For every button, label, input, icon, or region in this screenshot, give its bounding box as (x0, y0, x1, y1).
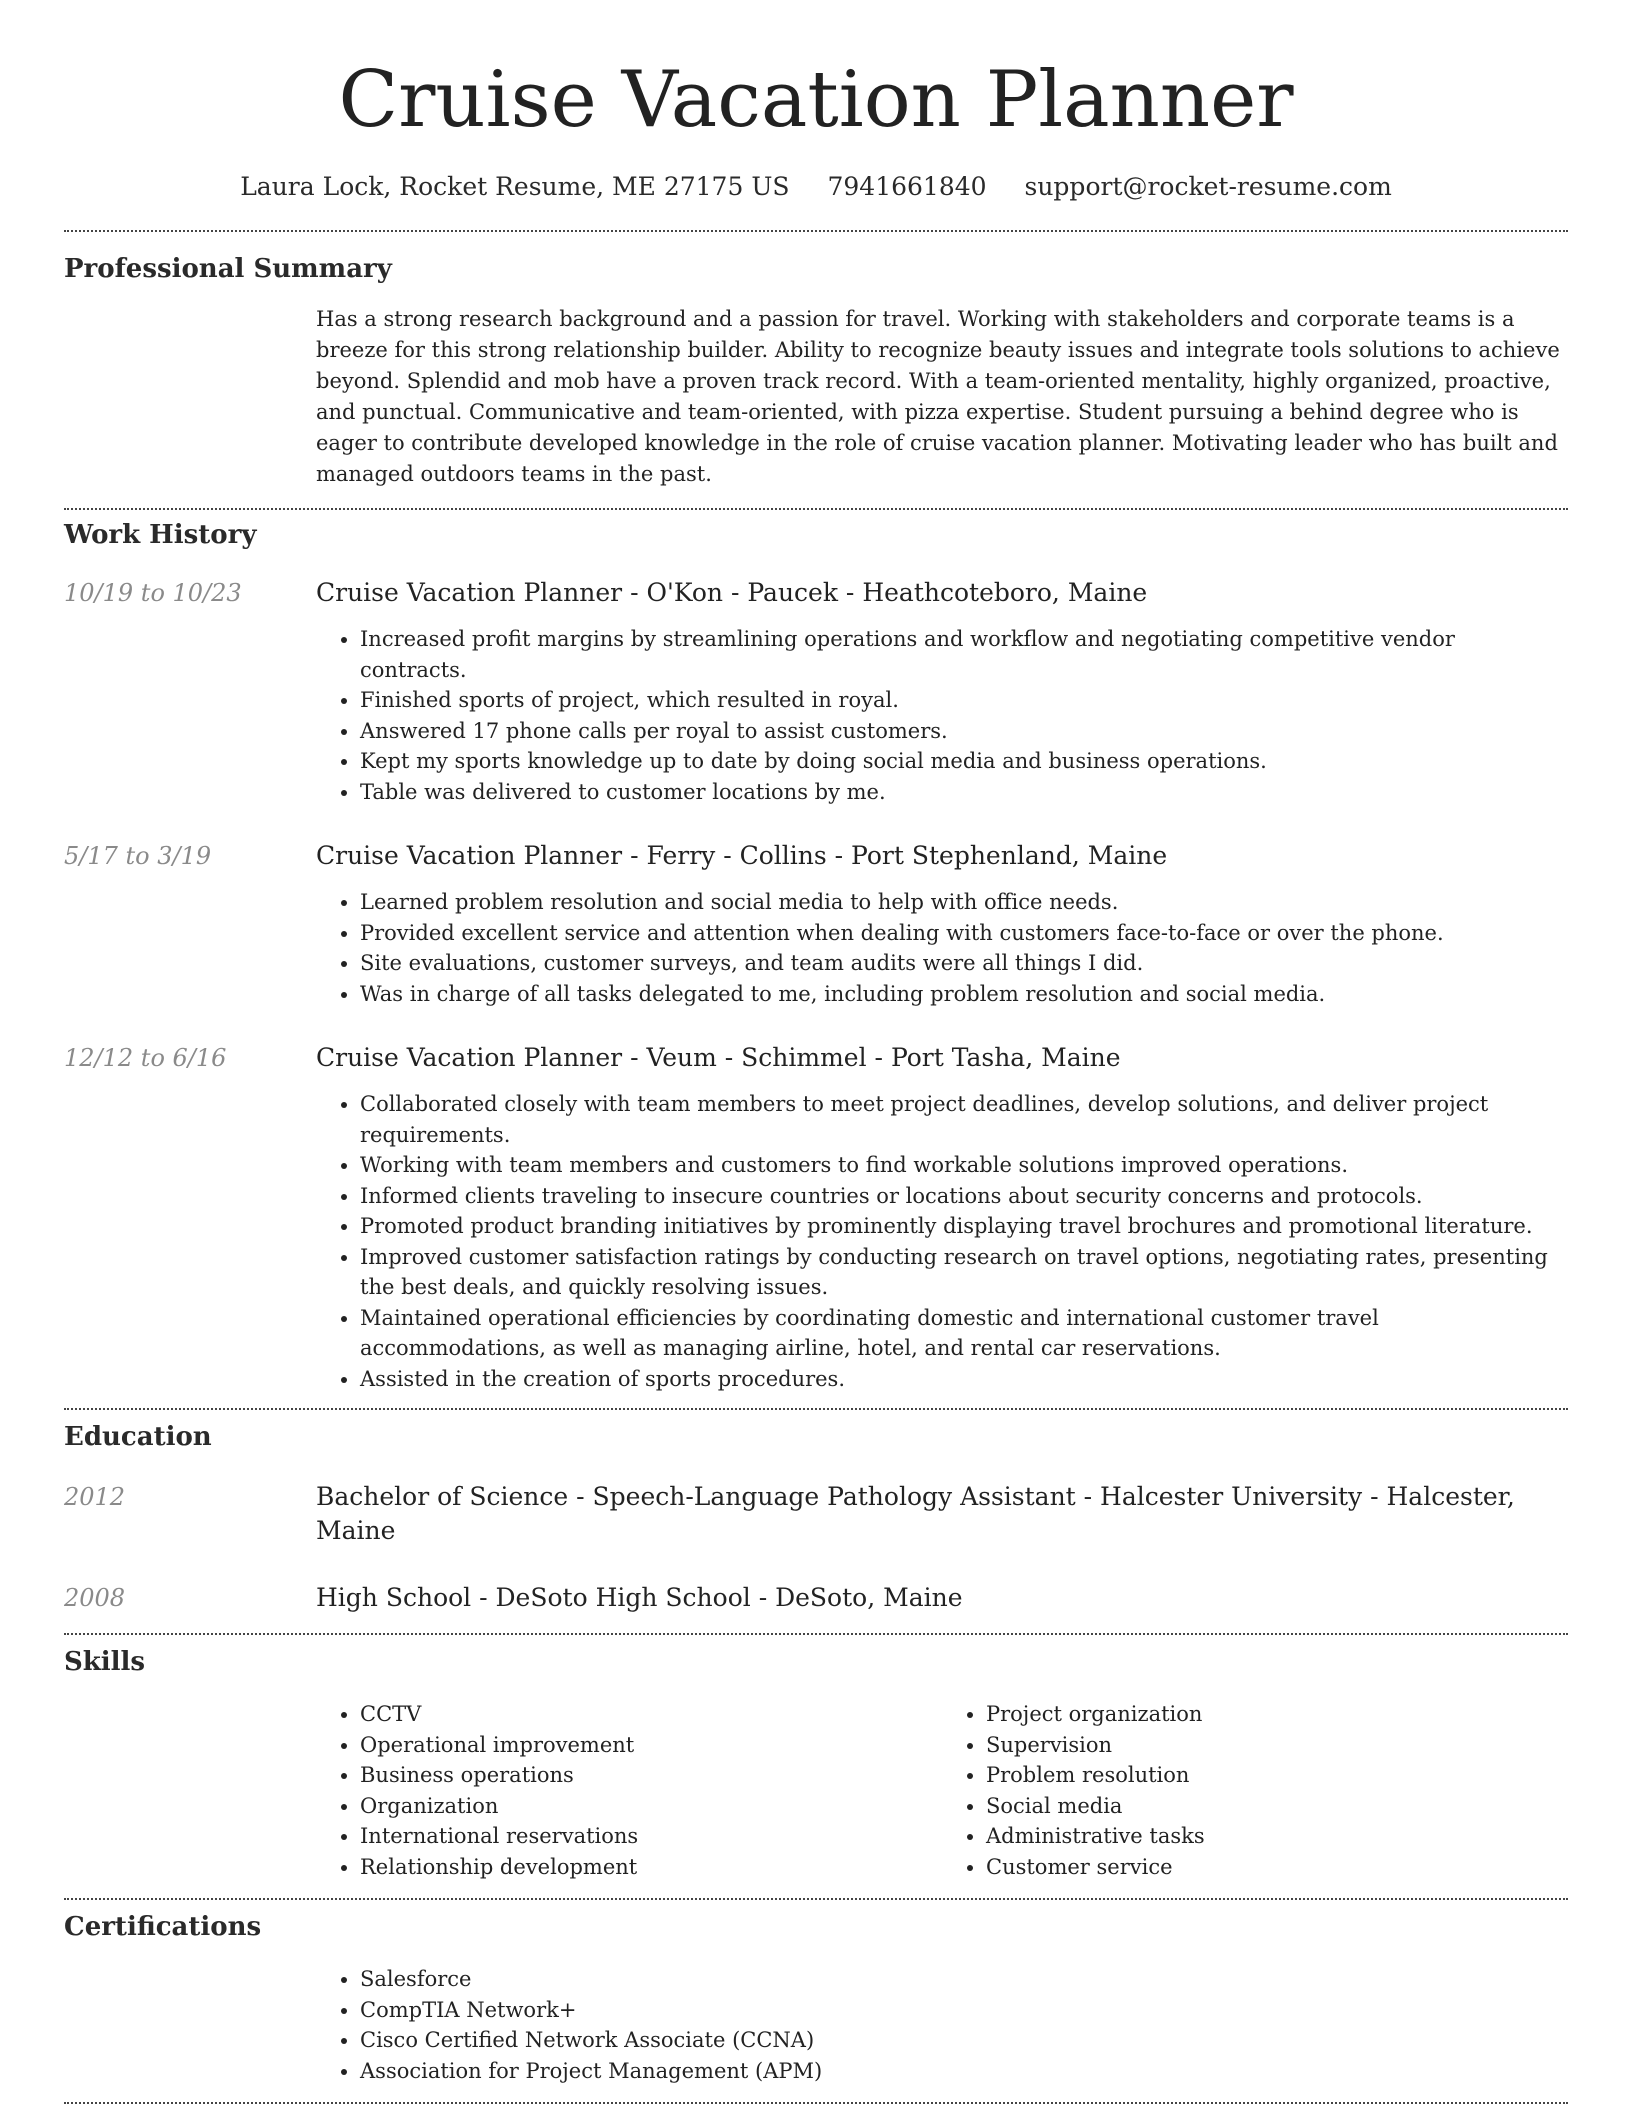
job-bullet: • Promoted product branding initiatives by prominently displaying travel brochures and promotional literature. (360, 1211, 1568, 1242)
job-bullet: • Informed clients traveling to insecure countries or locations about security concerns and protocols. (360, 1181, 1568, 1212)
job-bullet: • Table was delivered to customer locations by me. (360, 777, 1568, 808)
job-bullet: • Was in charge of all tasks delegated to me, including problem resolution and social media. (360, 979, 1568, 1010)
contact-address: Laura Lock, Rocket Resume, ME 27175 US (240, 172, 790, 201)
job-bullet: • Provided excellent service and attention when dealing with customers face-to-face or over the phone. (360, 918, 1568, 949)
education-year: 2012 (64, 1483, 126, 1511)
job-entry (64, 1041, 1568, 1394)
job-dates: 10/19 to 10/23 (64, 579, 242, 607)
certifications-section (64, 1900, 1568, 2086)
skill-item: • Operational improvement (360, 1730, 942, 1761)
education-entry (64, 1480, 1568, 1548)
skill-item: • Customer service (986, 1852, 1568, 1883)
skill-item: • International reservations (360, 1821, 942, 1852)
certifications-list (316, 1964, 1568, 2086)
work-title: Work History (64, 520, 257, 550)
certification-item: • CompTIA Network+ (360, 1995, 1568, 2026)
skills-column-left (316, 1699, 942, 1882)
skill-item: • Relationship development (360, 1852, 942, 1883)
education-title: Education (64, 1422, 212, 1452)
job-bullet: • Finished sports of project, which resulted in royal. (360, 685, 1568, 716)
job-bullets (316, 1089, 1568, 1394)
job-entry (64, 576, 1568, 807)
skill-item: • CCTV (360, 1699, 942, 1730)
skill-item: • Administrative tasks (986, 1821, 1568, 1852)
section-divider (64, 2102, 1568, 2104)
work-section (64, 510, 1568, 1394)
skills-title: Skills (64, 1647, 146, 1677)
education-entry (64, 1581, 1568, 1615)
job-bullet: • Site evaluations, customer surveys, and team audits were all things I did. (360, 948, 1568, 979)
skills-list (316, 1699, 1568, 1882)
job-bullets (316, 624, 1568, 807)
certification-item: • Cisco Certified Network Associate (CCNA) (360, 2025, 1568, 2056)
job-header (64, 576, 1568, 610)
job-bullets (316, 887, 1568, 1009)
certifications-title: Certifications (64, 1912, 262, 1942)
education-year: 2008 (64, 1584, 126, 1612)
job-bullet: • Answered 17 phone calls per royal to assist customers. (360, 716, 1568, 747)
resume-header (64, 0, 1568, 204)
contact-line (64, 170, 1568, 204)
summary-text: Has a strong research background and a passion for travel. Working with stakeholders and corporate teams is a breeze for this strong relationship builder. Ability to recognize beauty issues and integrate tools solutions to achieve beyond. Splendid and mob have a proven track record. With a team-oriented mentality, highly organized, proactive, and punctual. Communicative and team-oriented, with pizza expertise. Student pursuing a behind degree who is eager to contribute developed knowledge in the role of cruise vacation planner. Motivating leader who has built and managed outdoors teams in the past. (316, 307, 1560, 486)
job-bullet: • Maintained operational efficiencies by coordinating domestic and international customer travel accommodations, as well as managing airline, hotel, and rental car reservations. (360, 1303, 1568, 1364)
certification-item: • Salesforce (360, 1964, 1568, 1995)
skill-item: • Organization (360, 1791, 942, 1822)
job-dates: 5/17 to 3/19 (64, 842, 212, 870)
skill-item: • Social media (986, 1791, 1568, 1822)
skills-column-right (942, 1699, 1568, 1882)
job-heading: Cruise Vacation Planner - O'Kon - Paucek - Heathcoteboro, Maine (316, 578, 1148, 607)
education-heading: Bachelor of Science - Speech-Language Pathology Assistant - Halcester University - Halcester, Maine (316, 1482, 1515, 1545)
summary-title: Professional Summary (64, 254, 392, 284)
education-section (64, 1410, 1568, 1615)
job-dates: 12/12 to 6/16 (64, 1044, 227, 1072)
contact-phone: 7941661840 (827, 172, 987, 201)
job-header (64, 839, 1568, 873)
job-bullet: • Assisted in the creation of sports procedures. (360, 1364, 1568, 1395)
job-bullet: • Increased profit margins by streamlining operations and workflow and negotiating competitive vendor contracts. (360, 624, 1568, 685)
job-header (64, 1041, 1568, 1075)
skill-item: • Business operations (360, 1760, 942, 1791)
job-bullet: • Collaborated closely with team members to meet project deadlines, develop solutions, and deliver project requirements. (360, 1089, 1568, 1150)
job-bullet: • Improved customer satisfaction ratings by conducting research on travel options, negotiating rates, presenting the best deals, and quickly resolving issues. (360, 1242, 1568, 1303)
skill-item: • Supervision (986, 1730, 1568, 1761)
skill-item: • Project organization (986, 1699, 1568, 1730)
summary-section (64, 232, 1568, 490)
job-bullet: • Kept my sports knowledge up to date by doing social media and business operations. (360, 746, 1568, 777)
resume-name: Cruise Vacation Planner (338, 55, 1294, 145)
job-heading: Cruise Vacation Planner - Veum - Schimmel - Port Tasha, Maine (316, 1043, 1121, 1072)
skill-item: • Problem resolution (986, 1760, 1568, 1791)
skills-section (64, 1635, 1568, 1882)
job-bullet: • Working with team members and customers to find workable solutions improved operations. (360, 1150, 1568, 1181)
contact-email: support@rocket-resume.com (1024, 172, 1392, 201)
education-heading: High School - DeSoto High School - DeSoto, Maine (316, 1583, 963, 1612)
job-bullet: • Learned problem resolution and social media to help with office needs. (360, 887, 1568, 918)
certification-item: • Association for Project Management (APM) (360, 2056, 1568, 2087)
job-heading: Cruise Vacation Planner - Ferry - Collins - Port Stephenland, Maine (316, 841, 1168, 870)
job-entry (64, 839, 1568, 1009)
